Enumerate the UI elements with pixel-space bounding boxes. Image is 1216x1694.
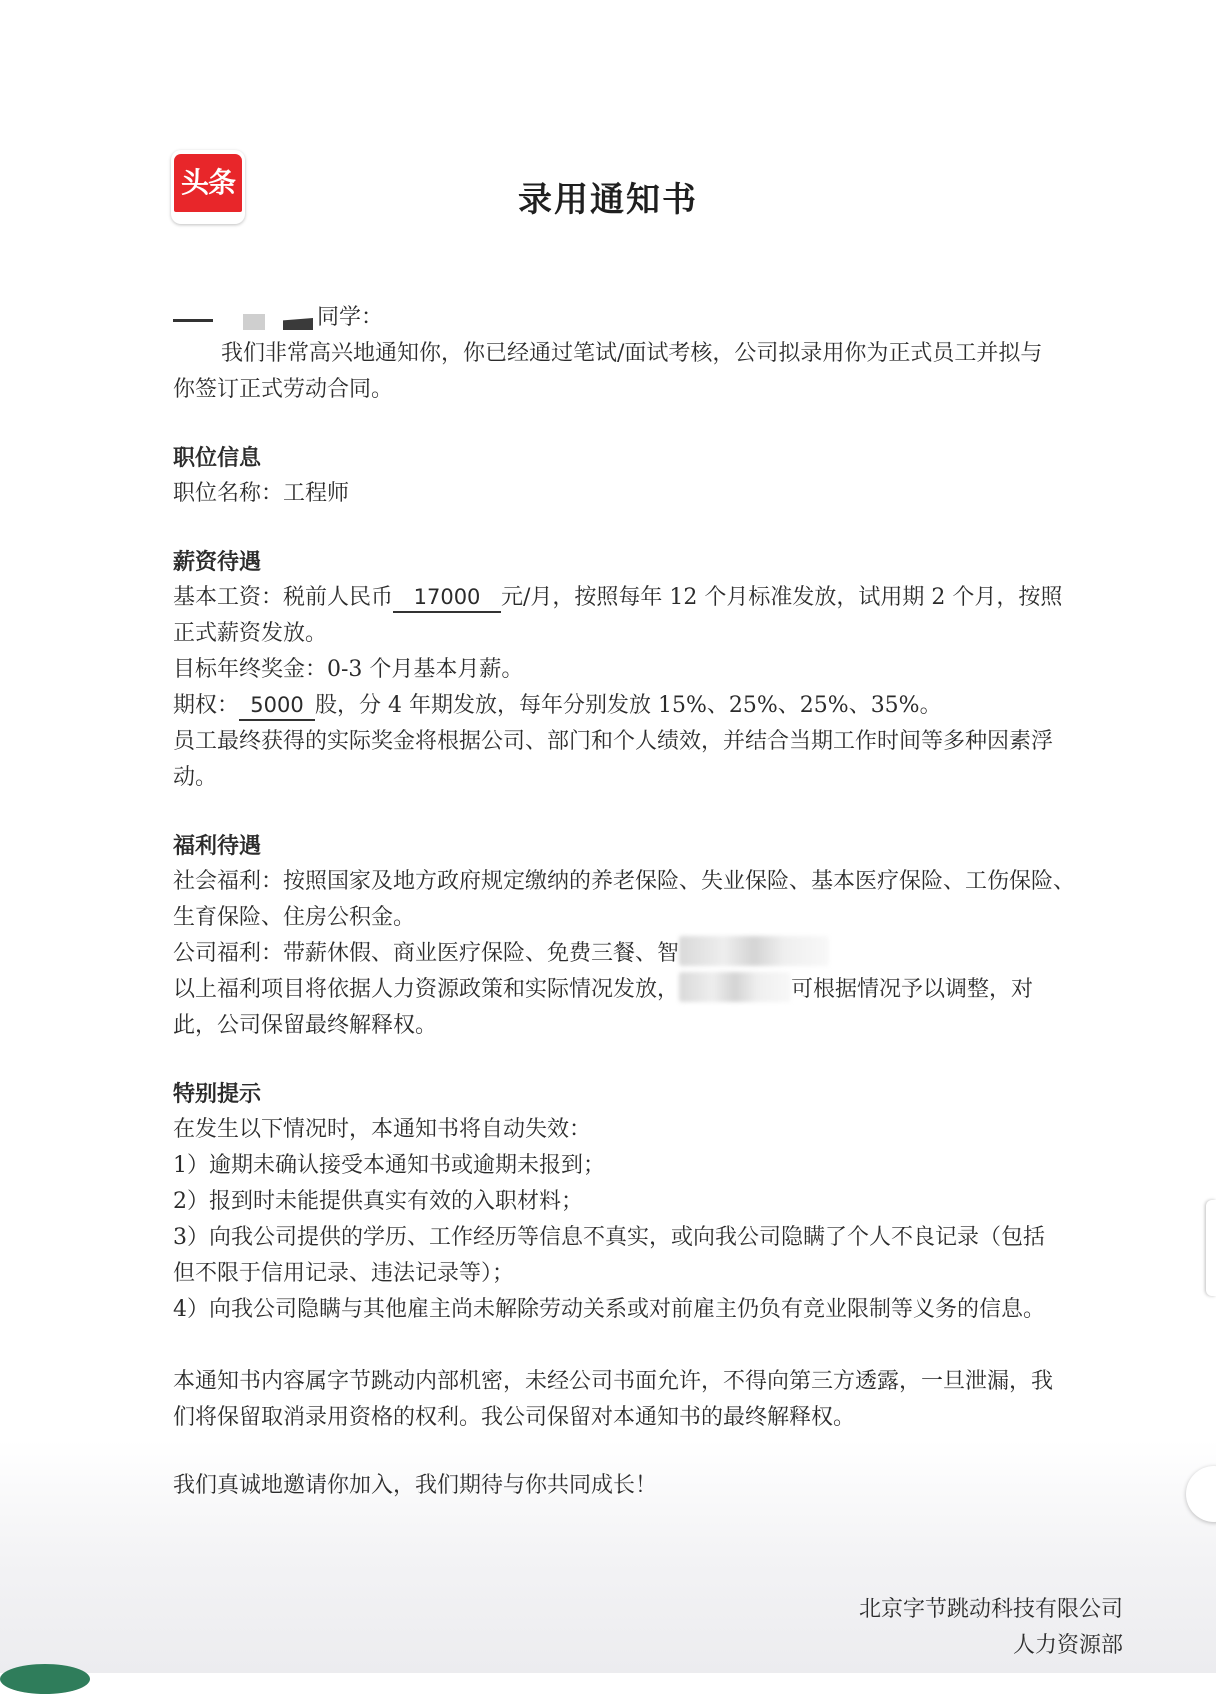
bonus-note-line-2: 动。	[173, 765, 218, 790]
benefits-heading: 福利待遇	[173, 833, 262, 859]
document-title: 录用通知书	[518, 180, 698, 220]
company-name: 北京字节跳动科技有限公司	[858, 1597, 1123, 1622]
base-salary-line-2: 正式薪资发放。	[173, 621, 328, 646]
notice-item-2: 2）报到时未能提供真实有效的入职材料；	[173, 1189, 583, 1214]
options-amount: 5000	[239, 691, 315, 721]
corner-avatar[interactable]	[0, 1664, 90, 1694]
greeting-line	[173, 300, 1123, 336]
side-scroll-tab[interactable]	[1206, 1200, 1216, 1296]
document-body	[173, 300, 1123, 1504]
floating-round-button[interactable]	[1186, 1466, 1216, 1522]
company-benefits-text: 公司福利：带薪休假、商业医疗保险、免费三餐、智	[173, 941, 680, 966]
position-title: 职位名称：工程师	[173, 481, 350, 506]
options-line	[173, 688, 1123, 724]
notice-item-1: 1）逾期未确认接受本通知书或逾期未报到；	[173, 1153, 605, 1178]
notice-item-4: 4）向我公司隐瞒与其他雇主尚未解除劳动关系或对前雇主仍负有竞业限制等义务的信息。	[173, 1297, 1046, 1322]
greeting-suffix: 同学：	[317, 305, 384, 330]
salary-heading: 薪资待遇	[173, 549, 262, 575]
base-salary-line	[173, 580, 1123, 616]
special-notice-heading: 特别提示	[173, 1081, 262, 1107]
base-salary-suffix: 元/月，按照每年 12 个月标准发放，试用期 2 个月，按照	[501, 585, 1063, 610]
company-benefits-line	[173, 936, 1123, 972]
department-name: 人力资源部	[1012, 1633, 1123, 1658]
benefits-policy-prefix: 以上福利项目将依据人力资源政策和实际情况发放，	[173, 977, 680, 1002]
name-underline	[173, 319, 213, 322]
blurred-text	[679, 936, 829, 966]
options-prefix: 期权：	[173, 693, 240, 718]
year-end-bonus: 目标年终奖金：0-3 个月基本月薪。	[173, 657, 524, 682]
blurred-text	[679, 972, 791, 1002]
closing-line: 我们真诚地邀请你加入，我们期待与你共同成长！	[173, 1473, 658, 1498]
social-benefits-line-1: 社会福利：按照国家及地方政府规定缴纳的养老保险、失业保险、基本医疗保险、工伤保险、	[173, 869, 1076, 894]
special-notice-intro: 在发生以下情况时，本通知书将自动失效：	[173, 1117, 592, 1142]
redacted-name-part	[243, 314, 265, 330]
benefits-policy-line	[173, 972, 1123, 1008]
social-benefits-line-2: 生育保险、住房公积金。	[173, 905, 416, 930]
confidential-line-1: 本通知书内容属字节跳动内部机密，未经公司书面允许，不得向第三方透露，一旦泄漏，我	[173, 1369, 1054, 1394]
confidential-line-2: 们将保留取消录用资格的权利。我公司保留对本通知书的最终解释权。	[173, 1405, 856, 1430]
intro-line-2: 你签订正式劳动合同。	[173, 377, 394, 402]
position-heading: 职位信息	[173, 445, 262, 471]
redacted-name-part	[283, 318, 313, 330]
toutiao-logo-text: 头条	[174, 154, 242, 212]
notice-item-3: 3）向我公司提供的学历、工作经历等信息不真实，或向我公司隐瞒了个人不良记录（包括	[173, 1225, 1046, 1250]
base-salary-amount: 17000	[393, 583, 501, 613]
notice-item-3-cont: 但不限于信用记录、违法记录等）；	[173, 1261, 515, 1286]
options-suffix: 股，分 4 年期发放，每年分别发放 15%、25%、25%、35%。	[315, 693, 942, 718]
intro-line-1: 我们非常高兴地通知你，你已经通过笔试/面试考核，公司拟录用你为正式员工并拟与	[221, 341, 1043, 366]
bonus-note-line-1: 员工最终获得的实际奖金将根据公司、部门和个人绩效，并结合当期工作时间等多种因素浮	[173, 729, 1054, 754]
base-salary-prefix: 基本工资：税前人民币	[173, 585, 394, 610]
benefits-policy-suffix: 可根据情况予以调整，对	[791, 977, 1034, 1002]
benefits-policy-line-2: 此，公司保留最终解释权。	[173, 1013, 438, 1038]
